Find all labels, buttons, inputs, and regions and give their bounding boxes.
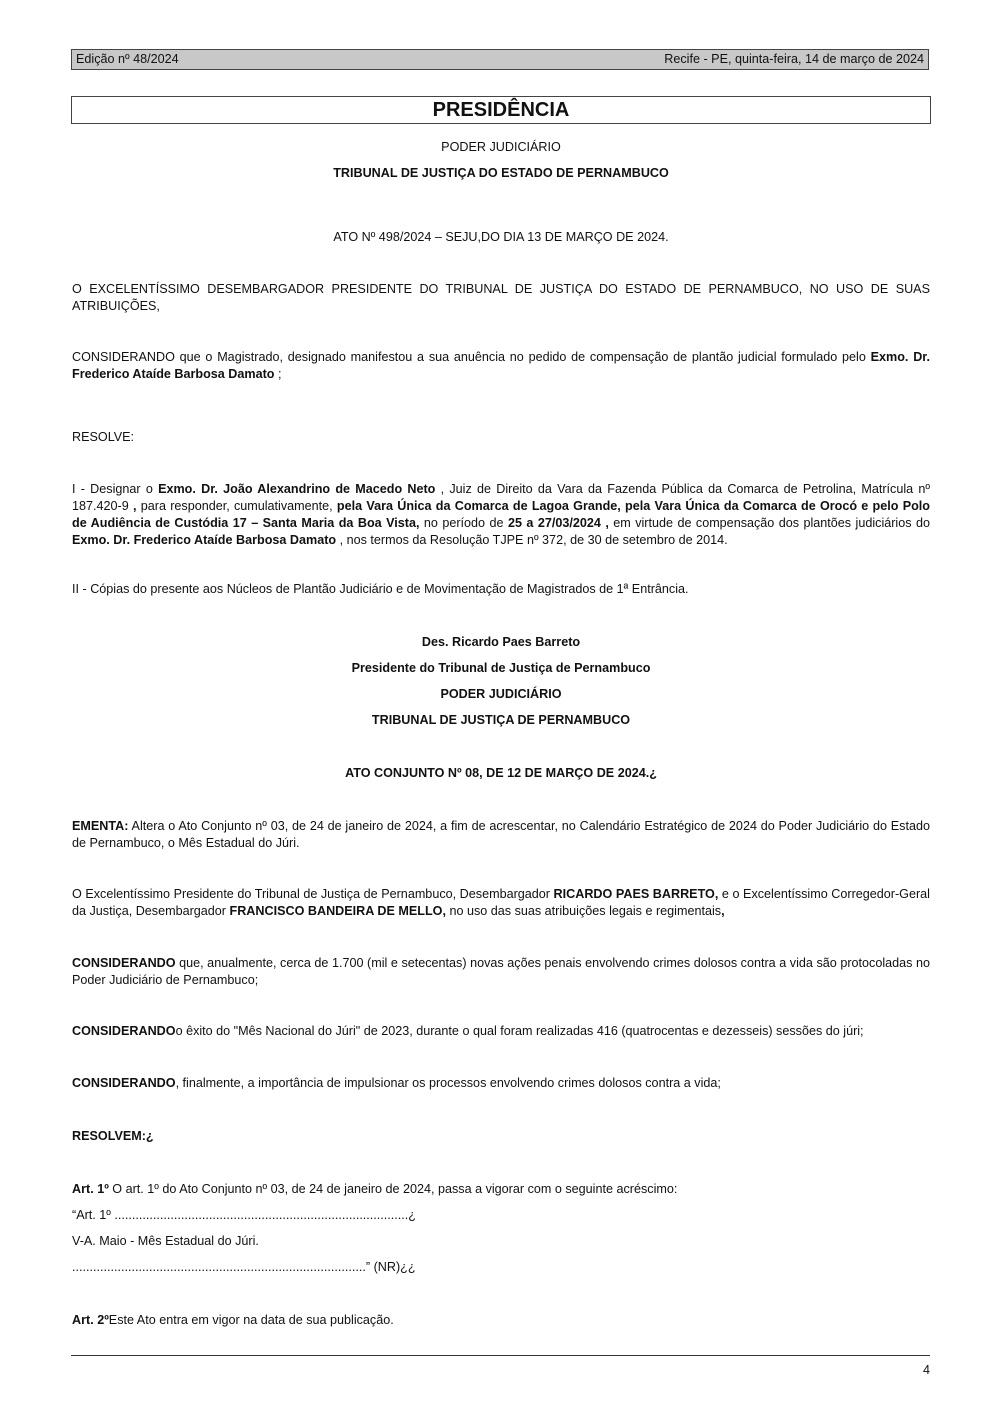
resolve-label: RESOLVE: [72,430,135,444]
art-1-line-2: V-A. Maio - Mês Estadual do Júri. [72,1234,259,1248]
org-name: PODER JUDICIÁRIO [441,140,561,154]
considerando-1: CONSIDERANDO que, anualmente, cerca de 1.700 (mil e setecentas) novas ações penais envolvendo crimes dolosos contra a vida são protocoladas no Poder Judiciário de Pernambuco; [72,956,930,987]
considerando-3: CONSIDERANDO, finalmente, a importância de impulsionar os processos envolvendo crimes dolosos contra a vida; [72,1076,721,1090]
edition-label: Edição nº 48/2024 [76,52,179,66]
considerando-2: CONSIDERANDOo êxito do "Mês Nacional do Júri" de 2023, durante o qual foram realizadas 416 (quatrocentas e dezesseis) sessões do júri; [72,1024,864,1038]
preamble-2: O Excelentíssimo Presidente do Tribunal de Justiça de Pernambuco, Desembargador RICARDO PAES BARRETO, e o Excelentíssimo Corregedor-Geral da Justiça, Desembargador FRANCISCO BANDEIRA DE MELLO, no uso das suas atribuições legais e regimentais, [72,887,930,918]
art-1-paragraph: Art. 1º O art. 1º do Ato Conjunto nº 03, de 24 de janeiro de 2024, passa a vigorar com o seguinte acréscimo: [72,1182,678,1196]
art-1-line-1: “Art. 1º ....................................................................................¿ [72,1208,416,1222]
place-date: Recife - PE, quinta-feira, 14 de março de 2024 [664,52,924,66]
section-title: PRESIDÊNCIA [71,96,931,124]
org-name-2: PODER JUDICIÁRIO [440,687,562,701]
art-2-paragraph: Art. 2ºEste Ato entra em vigor na data de sua publicação. [72,1313,394,1327]
act-title-2: ATO CONJUNTO Nº 08, DE 12 DE MARÇO DE 2024.¿ [345,766,657,780]
page-number: 4 [922,1363,930,1377]
court-name: TRIBUNAL DE JUSTIÇA DO ESTADO DE PERNAMBUCO [333,166,669,180]
preamble: O EXCELENTÍSSIMO DESEMBARGADOR PRESIDENTE DO TRIBUNAL DE JUSTIÇA DO ESTADO DE PERNAMBUCO, NO USO DE SUAS ATRIBUIÇÕES, [72,282,930,313]
footer-divider [71,1355,930,1356]
resolvem-label: RESOLVEM:¿ [72,1129,154,1143]
signer-name: Des. Ricardo Paes Barreto [421,635,581,649]
page-header [71,49,929,70]
item-i-paragraph: I - Designar o Exmo. Dr. João Alexandrino de Macedo Neto , Juiz de Direito da Vara da Fazenda Pública da Comarca de Petrolina, Matrícula nº 187.420-9 , para responder, cumulativamente, pela Vara Única da Comarca de Lagoa Grande, pela Vara Única da Comarca de Orocó e pelo Polo de Audiência de Custódia 17 – Santa Maria da Boa Vista, no período de 25 a 27/03/2024 , em virtude de compensação dos plantões judiciários do Exmo. Dr. Frederico Ataíde Barbosa Damato , nos termos da Resolução TJPE nº 372, de 30 de setembro de 2014. [72,482,930,547]
item-ii-paragraph: II - Cópias do presente aos Núcleos de Plantão Judiciário e de Movimentação de Magistrados de 1ª Entrância. [72,582,689,596]
ementa-paragraph: EMENTA: Altera o Ato Conjunto nº 03, de 24 de janeiro de 2024, a fim de acrescentar, no Calendário Estratégico de 2024 do Poder Judiciário do Estado de Pernambuco, o Mês Estadual do Júri. [72,819,930,850]
art-1-line-3: ....................................................................................” (NR)¿¿ [72,1260,416,1274]
act-title: ATO Nº 498/2024 – SEJU,DO DIA 13 DE MARÇO DE 2024. [333,230,669,244]
signer-role: Presidente do Tribunal de Justiça de Pernambuco [351,661,651,675]
court-name-2: TRIBUNAL DE JUSTIÇA DE PERNAMBUCO [371,713,631,727]
considerando-paragraph: CONSIDERANDO que o Magistrado, designado manifestou a sua anuência no pedido de compensação de plantão judicial formulado pelo Exmo. Dr. Frederico Ataíde Barbosa Damato ; [72,350,930,381]
